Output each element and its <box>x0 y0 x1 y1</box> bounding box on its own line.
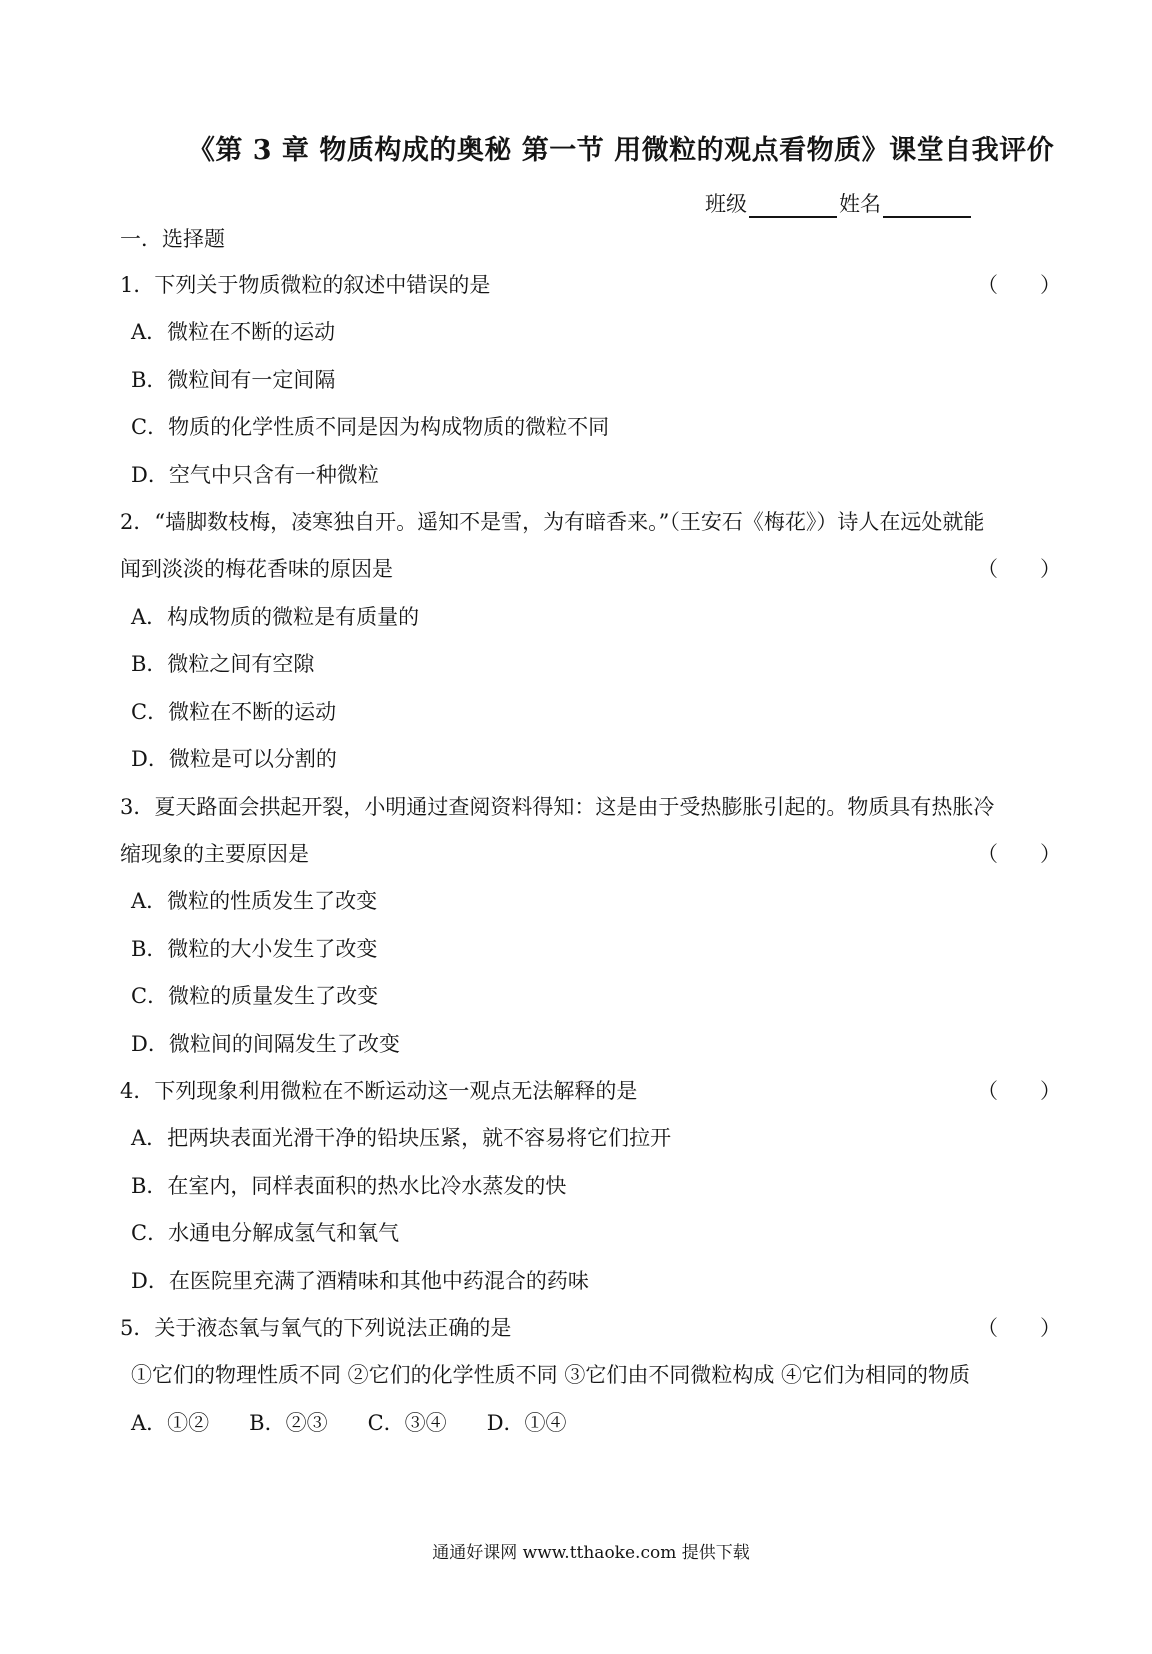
name-blank[interactable] <box>883 194 971 218</box>
question-2-answer-blank[interactable]: （ ） <box>977 557 1061 581</box>
question-4-stem: 4．下列现象利用微粒在不断运动这一观点无法解释的是 <box>120 1079 638 1103</box>
footer-source: 通通好课网 www.tthaoke.com 提供下载 <box>432 1543 750 1563</box>
class-blank[interactable] <box>749 194 837 218</box>
student-info <box>705 188 973 218</box>
question-4-option-b: B．在室内，同样表面积的热水比冷水蒸发的快 <box>131 1174 567 1198</box>
question-1-option-b: B．微粒间有一定间隔 <box>131 368 336 392</box>
question-5-option-b: B．②③ <box>249 1411 328 1435</box>
question-5-option-a: A．①② <box>131 1411 210 1435</box>
question-5-answer-blank[interactable]: （ ） <box>977 1316 1061 1340</box>
question-2-stem-line1: 2．“墙脚数枝梅，凌寒独自开。遥知不是雪，为有暗香来。”（王安石《梅花》）诗人在远处就能 <box>120 510 985 534</box>
question-2-option-a: A．构成物质的微粒是有质量的 <box>131 605 420 629</box>
question-4-answer-blank[interactable]: （ ） <box>977 1079 1061 1103</box>
question-3-stem-line1: 3．夏天路面会拱起开裂，小明通过查阅资料得知：这是由于受热膨胀引起的。物质具有热胀冷 <box>120 795 995 819</box>
question-3-option-d: D．微粒间的间隔发生了改变 <box>131 1032 400 1056</box>
question-5-stem: 5．关于液态氧与氧气的下列说法正确的是 <box>120 1316 512 1340</box>
question-2-option-d: D．微粒是可以分割的 <box>131 747 337 771</box>
question-1-option-a: A．微粒在不断的运动 <box>131 320 336 344</box>
question-1-stem: 1．下列关于物质微粒的叙述中错误的是 <box>120 273 491 297</box>
question-2-stem-line2: 闻到淡淡的梅花香味的原因是 <box>120 557 393 581</box>
question-5-statements: ①它们的物理性质不同 ②它们的化学性质不同 ③它们由不同微粒构成 ④它们为相同的物质 <box>131 1363 971 1387</box>
name-label: 姓名 <box>839 192 881 216</box>
question-4-option-d: D．在医院里充满了酒精味和其他中药混合的药味 <box>131 1269 589 1293</box>
question-2-option-b: B．微粒之间有空隙 <box>131 652 315 676</box>
question-4-option-a: A．把两块表面光滑干净的铅块压紧，就不容易将它们拉开 <box>131 1126 672 1150</box>
question-2-option-c: C．微粒在不断的运动 <box>131 700 337 724</box>
question-5-option-c: C．③④ <box>367 1411 447 1435</box>
question-1-option-c: C．物质的化学性质不同是因为构成物质的微粒不同 <box>131 415 610 439</box>
question-3-option-c: C．微粒的质量发生了改变 <box>131 984 379 1008</box>
question-3-option-a: A．微粒的性质发生了改变 <box>131 889 378 913</box>
question-3-option-b: B．微粒的大小发生了改变 <box>131 937 378 961</box>
question-5-options <box>131 1409 607 1437</box>
section-heading: 一．选择题 <box>120 227 225 251</box>
question-1-answer-blank[interactable]: （ ） <box>977 273 1061 297</box>
worksheet-title: 《第 3 章 物质构成的奥秘 第一节 用微粒的观点看物质》课堂自我评价 <box>187 135 1055 166</box>
question-5-option-d: D．①④ <box>486 1411 567 1435</box>
question-3-stem-line2: 缩现象的主要原因是 <box>120 842 309 866</box>
class-label: 班级 <box>705 192 747 216</box>
question-4-option-c: C．水通电分解成氢气和氧气 <box>131 1221 400 1245</box>
question-1-option-d: D．空气中只含有一种微粒 <box>131 463 379 487</box>
question-3-answer-blank[interactable]: （ ） <box>977 842 1061 866</box>
